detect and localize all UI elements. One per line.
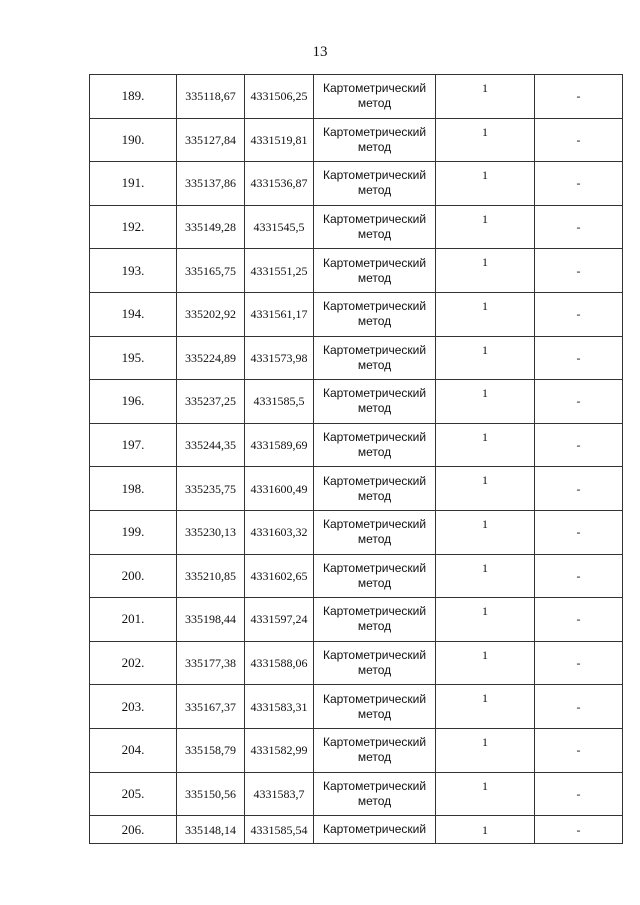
y-coordinate-cell: 4331551,25 (245, 249, 314, 293)
y-coordinate-cell: 4331561,17 (245, 292, 314, 336)
method-cell (314, 336, 436, 380)
method-cell (314, 205, 436, 249)
note-cell: - (535, 249, 623, 293)
method-cell (314, 728, 436, 772)
method-cell (314, 467, 436, 511)
table-row (90, 205, 623, 249)
table-row (90, 598, 623, 642)
y-coordinate-cell: 4331583,31 (245, 685, 314, 729)
point-number-cell: 198. (90, 467, 177, 511)
accuracy-cell: 1 (436, 467, 535, 511)
point-number-cell: 204. (90, 728, 177, 772)
method-line-2: метод (357, 96, 392, 111)
note-cell: - (535, 685, 623, 729)
table-row (90, 772, 623, 816)
x-coordinate-cell: 335149,28 (177, 205, 245, 249)
table-row (90, 728, 623, 772)
table-row (90, 816, 623, 844)
method-line-1: Картометрический (322, 560, 427, 575)
method-line-1: Картометрический (322, 735, 427, 750)
point-number-cell: 195. (90, 336, 177, 380)
point-number-cell: 202. (90, 641, 177, 685)
x-coordinate-cell: 335237,25 (177, 380, 245, 424)
y-coordinate-cell: 4331602,65 (245, 554, 314, 598)
note-cell: - (535, 423, 623, 467)
table-row (90, 336, 623, 380)
method-line-1: Картометрический (322, 691, 427, 706)
point-number-cell: 192. (90, 205, 177, 249)
y-coordinate-cell: 4331603,32 (245, 510, 314, 554)
table-row (90, 554, 623, 598)
y-coordinate-cell: 4331585,54 (245, 816, 314, 844)
method-line-2: метод (357, 575, 392, 590)
method-cell (314, 816, 436, 844)
x-coordinate-cell: 335137,86 (177, 162, 245, 206)
method-line-2: метод (357, 401, 392, 416)
method-cell (314, 423, 436, 467)
method-line-1: Картометрический (322, 473, 427, 488)
point-number-cell: 205. (90, 772, 177, 816)
y-coordinate-cell: 4331536,87 (245, 162, 314, 206)
y-coordinate-cell: 4331583,7 (245, 772, 314, 816)
note-cell: - (535, 598, 623, 642)
point-number-cell: 190. (90, 118, 177, 162)
method-cell (314, 772, 436, 816)
method-line-1: Картометрический (322, 822, 427, 837)
method-line-2: метод (357, 750, 392, 765)
method-line-2: метод (357, 314, 392, 329)
x-coordinate-cell: 335202,92 (177, 292, 245, 336)
method-line-1: Картометрический (322, 648, 427, 663)
accuracy-cell: 1 (436, 118, 535, 162)
y-coordinate-cell: 4331519,81 (245, 118, 314, 162)
table-row (90, 380, 623, 424)
method-line-2: метод (357, 357, 392, 372)
method-line-2: метод (357, 532, 392, 547)
method-cell (314, 641, 436, 685)
method-cell (314, 380, 436, 424)
accuracy-cell: 1 (436, 249, 535, 293)
note-cell: - (535, 162, 623, 206)
note-cell: - (535, 510, 623, 554)
method-cell (314, 249, 436, 293)
x-coordinate-cell: 335198,44 (177, 598, 245, 642)
y-coordinate-cell: 4331585,5 (245, 380, 314, 424)
note-cell: - (535, 292, 623, 336)
y-coordinate-cell: 4331573,98 (245, 336, 314, 380)
accuracy-cell: 1 (436, 772, 535, 816)
accuracy-cell: 1 (436, 510, 535, 554)
note-cell: - (535, 205, 623, 249)
note-cell: - (535, 75, 623, 119)
point-number-cell: 189. (90, 75, 177, 119)
method-line-1: Картометрический (322, 255, 427, 270)
x-coordinate-cell: 335167,37 (177, 685, 245, 729)
x-coordinate-cell: 335224,89 (177, 336, 245, 380)
accuracy-cell: 1 (436, 162, 535, 206)
accuracy-cell: 1 (436, 380, 535, 424)
x-coordinate-cell: 335150,56 (177, 772, 245, 816)
table-row (90, 162, 623, 206)
accuracy-cell: 1 (436, 292, 535, 336)
x-coordinate-cell: 335210,85 (177, 554, 245, 598)
accuracy-cell: 1 (436, 641, 535, 685)
accuracy-cell: 1 (436, 205, 535, 249)
method-line-2: метод (357, 227, 392, 242)
point-number-cell: 203. (90, 685, 177, 729)
method-cell (314, 118, 436, 162)
y-coordinate-cell: 4331588,06 (245, 641, 314, 685)
note-cell: - (535, 641, 623, 685)
method-line-2: метод (357, 663, 392, 678)
method-line-2: метод (357, 183, 392, 198)
method-line-2: метод (357, 488, 392, 503)
method-line-1: Картометрический (322, 342, 427, 357)
point-number-cell: 200. (90, 554, 177, 598)
y-coordinate-cell: 4331597,24 (245, 598, 314, 642)
note-cell: - (535, 728, 623, 772)
method-line-1: Картометрический (322, 604, 427, 619)
accuracy-cell: 1 (436, 728, 535, 772)
method-line-1: Картометрический (322, 517, 427, 532)
x-coordinate-cell: 335158,79 (177, 728, 245, 772)
point-number-cell: 197. (90, 423, 177, 467)
accuracy-cell: 1 (436, 75, 535, 119)
point-number-cell: 201. (90, 598, 177, 642)
point-number-cell: 206. (90, 816, 177, 844)
table-row (90, 641, 623, 685)
table-row (90, 685, 623, 729)
method-cell (314, 75, 436, 119)
note-cell: - (535, 118, 623, 162)
method-line-1: Картометрический (322, 81, 427, 96)
note-cell: - (535, 816, 623, 844)
table-row (90, 249, 623, 293)
method-line-1: Картометрический (322, 124, 427, 139)
y-coordinate-cell: 4331589,69 (245, 423, 314, 467)
table-row (90, 75, 623, 119)
table-row (90, 292, 623, 336)
note-cell: - (535, 467, 623, 511)
point-number-cell: 191. (90, 162, 177, 206)
method-cell (314, 162, 436, 206)
x-coordinate-cell: 335230,13 (177, 510, 245, 554)
method-line-2: метод (357, 619, 392, 634)
method-line-1: Картометрический (322, 299, 427, 314)
method-line-1: Картометрический (322, 430, 427, 445)
point-number-cell: 193. (90, 249, 177, 293)
page-number: 13 (312, 44, 328, 60)
table-row (90, 467, 623, 511)
accuracy-cell: 1 (436, 685, 535, 729)
note-cell: - (535, 772, 623, 816)
accuracy-cell: 1 (436, 816, 535, 844)
method-cell (314, 554, 436, 598)
note-cell: - (535, 336, 623, 380)
accuracy-cell: 1 (436, 554, 535, 598)
method-cell (314, 598, 436, 642)
method-line-2: метод (357, 706, 392, 721)
method-cell (314, 510, 436, 554)
method-line-2: метод (357, 270, 392, 285)
y-coordinate-cell: 4331545,5 (245, 205, 314, 249)
accuracy-cell: 1 (436, 423, 535, 467)
point-number-cell: 196. (90, 380, 177, 424)
note-cell: - (535, 380, 623, 424)
x-coordinate-cell: 335165,75 (177, 249, 245, 293)
coordinates-table (89, 74, 623, 844)
method-line-2: метод (357, 139, 392, 154)
x-coordinate-cell: 335118,67 (177, 75, 245, 119)
y-coordinate-cell: 4331582,99 (245, 728, 314, 772)
point-number-cell: 199. (90, 510, 177, 554)
method-line-1: Картометрический (322, 386, 427, 401)
table-row (90, 118, 623, 162)
method-cell (314, 292, 436, 336)
x-coordinate-cell: 335244,35 (177, 423, 245, 467)
x-coordinate-cell: 335148,14 (177, 816, 245, 844)
y-coordinate-cell: 4331506,25 (245, 75, 314, 119)
method-line-1: Картометрический (322, 168, 427, 183)
table-row (90, 510, 623, 554)
note-cell: - (535, 554, 623, 598)
x-coordinate-cell: 335127,84 (177, 118, 245, 162)
x-coordinate-cell: 335177,38 (177, 641, 245, 685)
table-row (90, 423, 623, 467)
accuracy-cell: 1 (436, 336, 535, 380)
y-coordinate-cell: 4331600,49 (245, 467, 314, 511)
method-line-2: метод (357, 445, 392, 460)
point-number-cell: 194. (90, 292, 177, 336)
method-line-1: Картометрический (322, 778, 427, 793)
method-line-1: Картометрический (322, 212, 427, 227)
method-line-2: метод (357, 793, 392, 808)
method-cell (314, 685, 436, 729)
accuracy-cell: 1 (436, 598, 535, 642)
x-coordinate-cell: 335235,75 (177, 467, 245, 511)
table-body (90, 75, 623, 844)
